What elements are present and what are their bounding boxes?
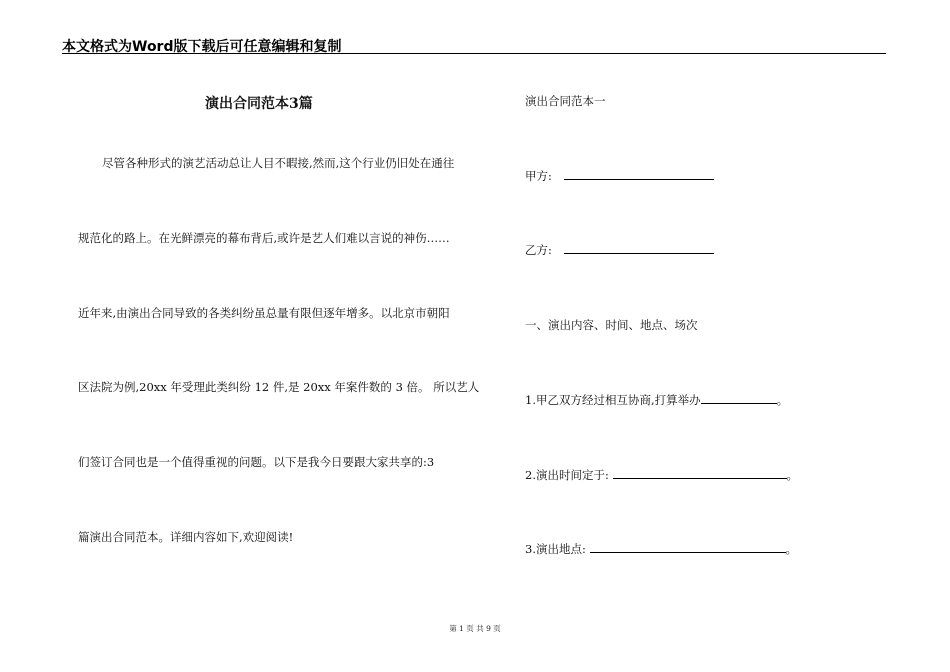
item-2-period: 。: [786, 468, 799, 482]
item-3-period: 。: [785, 542, 798, 556]
item-1-line: [525, 392, 788, 408]
section-heading: 一、演出内容、时间、地点、场次: [525, 318, 698, 332]
item-2-blank: [613, 477, 787, 479]
paragraph-line: 区法院为例,20xx 年受理此类纠纷 12 件,是 20xx 年案件数的 3 倍。 所以艺人: [78, 380, 480, 394]
item-2-line: [525, 467, 798, 483]
party-b-line: [525, 242, 714, 258]
paragraph-line: 近年来,由演出合同导致的各类纠纷虽总量有限但逐年增多。以北京市朝阳: [78, 306, 450, 320]
paragraph-line: 篇演出合同范本。详细内容如下,欢迎阅读!: [78, 530, 294, 544]
document-title: 演出合同范本3篇: [205, 96, 313, 112]
header-rule: [62, 53, 886, 54]
party-a-line: [525, 168, 714, 184]
item-1-label: 1.甲乙双方经过相互协商,打算举办: [525, 393, 701, 407]
item-1-period: 。: [776, 393, 789, 407]
item-3-blank: [590, 551, 786, 553]
item-2-label: 2.演出时间定于:: [525, 468, 609, 482]
party-b-label: 乙方:: [525, 243, 552, 257]
item-3-label: 3.演出地点:: [525, 542, 586, 556]
contract-heading: 演出合同范本一: [525, 94, 606, 108]
paragraph-line: 尽管各种形式的演艺活动总让人目不暇接,然而,这个行业仍旧处在通往: [102, 156, 455, 170]
item-1-blank: [701, 402, 777, 404]
paragraph-line: 规范化的路上。在光鲜漂亮的幕布背后,或许是艺人们难以言说的神伤……: [78, 231, 450, 245]
party-a-label: 甲方:: [525, 169, 552, 183]
page-footer: 第 1 页 共 9 页: [449, 624, 501, 633]
party-b-blank: [564, 252, 714, 254]
paragraph-line: 们签订合同也是一个值得重视的问题。以下是我今日要跟大家共享的:3: [78, 455, 435, 469]
party-a-blank: [564, 178, 714, 180]
item-3-line: [525, 541, 797, 557]
header-banner: 本文格式为Word版下载后可任意编辑和复制: [62, 39, 342, 55]
